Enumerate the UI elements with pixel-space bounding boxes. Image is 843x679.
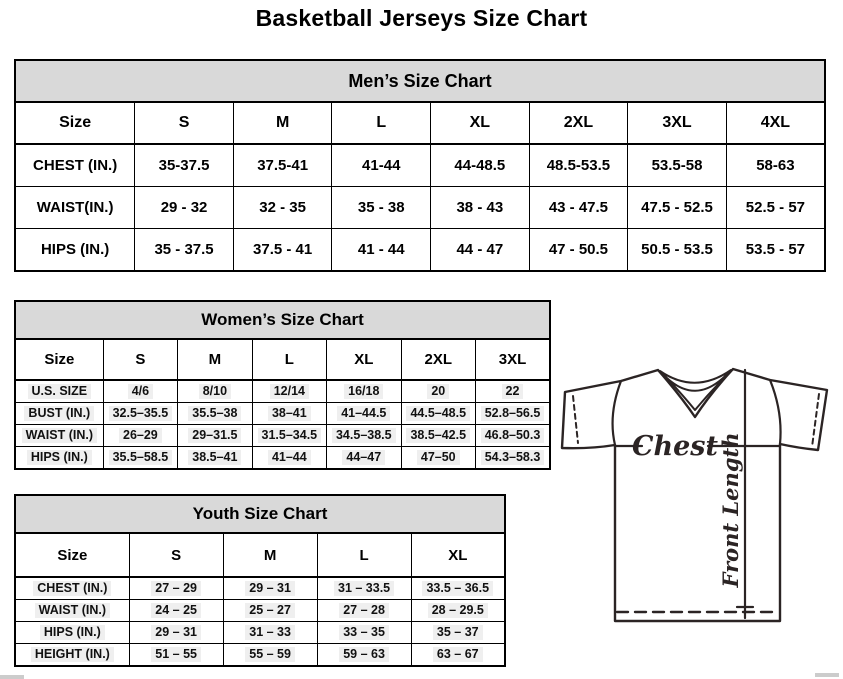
cell-text: BUST (IN.)	[24, 406, 94, 421]
womens-table-grid	[14, 338, 551, 470]
value-cell	[178, 403, 252, 425]
cell-text: 32.5–35.5	[109, 406, 173, 421]
cell-text: 38.5–41	[188, 450, 241, 465]
jersey-collar	[660, 370, 731, 410]
cell-text: 41-44	[362, 157, 401, 174]
table-row	[15, 425, 550, 447]
header-row	[15, 339, 550, 380]
cell-text: 44 - 47	[456, 241, 504, 258]
cell-text: 47 - 50.5	[548, 241, 609, 258]
cell-text: HIPS (IN.)	[40, 241, 110, 258]
youth-table-grid	[14, 532, 506, 667]
column-header-cell: L	[317, 533, 411, 577]
value-cell	[317, 577, 411, 600]
row-label-cell	[15, 622, 129, 644]
value-cell	[223, 622, 317, 644]
cell-text: 35.5–58.5	[109, 450, 173, 465]
value-cell	[129, 644, 223, 667]
header-row	[15, 533, 505, 577]
cell-text: 37.5-41	[257, 157, 309, 174]
value-cell	[332, 144, 431, 187]
mens-table-grid	[14, 101, 826, 272]
cell-text: 44-48.5	[454, 157, 506, 174]
value-cell	[431, 144, 530, 187]
table-row	[15, 447, 550, 470]
value-cell	[327, 380, 401, 403]
cell-text: 44–47	[342, 450, 385, 465]
cell-text: 43 - 47.5	[548, 199, 609, 216]
value-cell	[431, 187, 530, 229]
cell-text: 24 – 25	[151, 603, 201, 618]
cell-text: 41–44	[268, 450, 311, 465]
cell-text: 29 – 31	[245, 581, 295, 596]
cell-text: 26–29	[119, 428, 162, 443]
value-cell	[332, 229, 431, 272]
column-header-cell: M	[233, 102, 332, 144]
value-cell	[129, 622, 223, 644]
value-cell	[411, 577, 505, 600]
table-row	[15, 144, 825, 187]
size-header-cell: Size	[15, 102, 135, 144]
cell-text: 31.5–34.5	[258, 428, 322, 443]
column-header-cell: 2XL	[529, 102, 628, 144]
column-header-cell: 2XL	[401, 339, 475, 380]
cell-text: 41 - 44	[357, 241, 405, 258]
value-cell	[233, 144, 332, 187]
value-cell	[317, 644, 411, 667]
value-cell	[401, 425, 475, 447]
cell-text: 33 – 35	[339, 625, 389, 640]
column-header-cell: M	[178, 339, 252, 380]
cell-text: CHEST (IN.)	[33, 581, 111, 596]
mens-table-title: Men’s Size Chart	[14, 59, 826, 101]
row-label-cell	[15, 187, 135, 229]
cell-text: HEIGHT (IN.)	[31, 647, 114, 662]
value-cell	[103, 403, 177, 425]
cell-text: 52.8–56.5	[481, 406, 545, 421]
cell-text: WAIST(IN.)	[36, 199, 114, 216]
cell-text: 35 – 37	[433, 625, 483, 640]
value-cell	[233, 229, 332, 272]
table-row	[15, 187, 825, 229]
column-header-cell: 3XL	[628, 102, 727, 144]
value-cell	[726, 187, 825, 229]
cell-text: 50.5 - 53.5	[641, 241, 713, 258]
value-cell	[327, 425, 401, 447]
column-header-cell: 4XL	[726, 102, 825, 144]
cell-text: 59 – 63	[339, 647, 389, 662]
column-header-cell: 3XL	[476, 339, 551, 380]
value-cell	[327, 403, 401, 425]
table-row	[15, 403, 550, 425]
value-cell	[476, 380, 551, 403]
cell-text: 29 - 32	[160, 199, 208, 216]
chest-label: Chest	[632, 431, 718, 462]
cell-text: 8/10	[199, 384, 231, 399]
value-cell	[476, 447, 551, 470]
value-cell	[476, 403, 551, 425]
value-cell	[178, 425, 252, 447]
value-cell	[332, 187, 431, 229]
cell-text: 53.5-58	[651, 157, 703, 174]
value-cell	[726, 229, 825, 272]
column-header-cell: XL	[411, 533, 505, 577]
cell-text: 58-63	[756, 157, 795, 174]
cropped-edge-artifact	[815, 673, 839, 677]
column-header-cell: S	[103, 339, 177, 380]
cell-text: 20	[427, 384, 449, 399]
value-cell	[252, 380, 326, 403]
cell-text: 22	[502, 384, 524, 399]
cuff-stitch-left-icon	[573, 396, 578, 443]
value-cell	[411, 622, 505, 644]
mens-size-table	[14, 59, 826, 272]
cell-text: 38 - 43	[456, 199, 504, 216]
front-length-label: Front Length	[718, 432, 743, 588]
cell-text: 35 - 38	[357, 199, 405, 216]
cell-text: 41–44.5	[337, 406, 390, 421]
value-cell	[529, 229, 628, 272]
cell-text: 38.5–42.5	[406, 428, 470, 443]
column-header-cell: L	[252, 339, 326, 380]
youth-table-title: Youth Size Chart	[14, 494, 506, 532]
value-cell	[178, 380, 252, 403]
cell-text: WAIST (IN.)	[35, 603, 110, 618]
table-row	[15, 644, 505, 667]
womens-size-table	[14, 300, 551, 470]
cell-text: 35 - 37.5	[154, 241, 214, 258]
column-header-cell: S	[135, 102, 234, 144]
cropped-edge-artifact	[0, 675, 24, 679]
value-cell	[628, 187, 727, 229]
table-row	[15, 380, 550, 403]
value-cell	[628, 144, 727, 187]
value-cell	[476, 425, 551, 447]
cell-text: HIPS (IN.)	[27, 450, 92, 465]
cell-text: CHEST (IN.)	[33, 157, 118, 174]
value-cell	[252, 425, 326, 447]
value-cell	[628, 229, 727, 272]
page-title: Basketball Jerseys Size Chart	[255, 5, 588, 31]
value-cell	[411, 600, 505, 622]
jersey-diagram	[560, 360, 840, 626]
value-cell	[529, 187, 628, 229]
cell-text: HIPS (IN.)	[40, 625, 105, 640]
cell-text: 38–41	[268, 406, 311, 421]
value-cell	[178, 447, 252, 470]
cell-text: 47.5 - 52.5	[641, 199, 713, 216]
header-row	[15, 102, 825, 144]
table-row	[15, 229, 825, 272]
table-row	[15, 622, 505, 644]
row-label-cell	[15, 380, 103, 403]
column-header-cell: S	[129, 533, 223, 577]
cell-text: 46.8–50.3	[481, 428, 545, 443]
value-cell	[135, 144, 234, 187]
table-row	[15, 600, 505, 622]
jersey-outline	[562, 369, 827, 621]
value-cell	[233, 187, 332, 229]
cell-text: 31 – 33	[245, 625, 295, 640]
cell-text: U.S. SIZE	[28, 384, 92, 399]
value-cell	[529, 144, 628, 187]
value-cell	[135, 187, 234, 229]
column-header-cell: M	[223, 533, 317, 577]
cell-text: 63 – 67	[433, 647, 483, 662]
cell-text: 34.5–38.5	[332, 428, 396, 443]
value-cell	[411, 644, 505, 667]
row-label-cell	[15, 403, 103, 425]
cell-text: 33.5 – 36.5	[422, 581, 493, 596]
cell-text: 51 – 55	[151, 647, 201, 662]
cell-text: 32 - 35	[259, 199, 306, 216]
value-cell	[401, 447, 475, 470]
cell-text: 12/14	[270, 384, 309, 399]
value-cell	[129, 600, 223, 622]
cell-text: 31 – 33.5	[334, 581, 394, 596]
cell-text: 37.5 - 41	[253, 241, 313, 258]
cell-text: 4/6	[128, 384, 153, 399]
value-cell	[223, 577, 317, 600]
cell-text: 25 – 27	[245, 603, 295, 618]
value-cell	[252, 447, 326, 470]
column-header-cell: XL	[431, 102, 530, 144]
value-cell	[317, 600, 411, 622]
size-header-cell: Size	[15, 339, 103, 380]
row-label-cell	[15, 577, 129, 600]
cell-text: 29–31.5	[188, 428, 241, 443]
cell-text: 35-37.5	[158, 157, 210, 174]
cell-text: 55 – 59	[245, 647, 295, 662]
cuff-stitch-right-icon	[812, 394, 819, 447]
value-cell	[327, 447, 401, 470]
value-cell	[401, 403, 475, 425]
value-cell	[317, 622, 411, 644]
cell-text: 52.5 - 57	[745, 199, 806, 216]
youth-size-table	[14, 494, 506, 667]
cell-text: 44.5–48.5	[406, 406, 470, 421]
womens-table-title: Women’s Size Chart	[14, 300, 551, 338]
row-label-cell	[15, 644, 129, 667]
cell-text: 16/18	[344, 384, 383, 399]
row-label-cell	[15, 229, 135, 272]
row-label-cell	[15, 447, 103, 470]
value-cell	[135, 229, 234, 272]
value-cell	[103, 447, 177, 470]
value-cell	[431, 229, 530, 272]
row-label-cell	[15, 144, 135, 187]
column-header-cell: L	[332, 102, 431, 144]
cell-text: 48.5-53.5	[546, 157, 611, 174]
value-cell	[252, 403, 326, 425]
cell-text: WAIST (IN.)	[22, 428, 97, 443]
column-header-cell: XL	[327, 339, 401, 380]
value-cell	[401, 380, 475, 403]
value-cell	[223, 644, 317, 667]
value-cell	[103, 425, 177, 447]
cell-text: 53.5 - 57	[745, 241, 806, 258]
cell-text: 47–50	[417, 450, 460, 465]
value-cell	[223, 600, 317, 622]
cell-text: 54.3–58.3	[481, 450, 545, 465]
cell-text: 35.5–38	[188, 406, 241, 421]
cell-text: 29 – 31	[151, 625, 201, 640]
cell-text: 27 – 28	[339, 603, 389, 618]
row-label-cell	[15, 425, 103, 447]
cell-text: 28 – 29.5	[428, 603, 488, 618]
size-header-cell: Size	[15, 533, 129, 577]
value-cell	[103, 380, 177, 403]
table-row	[15, 577, 505, 600]
row-label-cell	[15, 600, 129, 622]
value-cell	[129, 577, 223, 600]
value-cell	[726, 144, 825, 187]
cell-text: 27 – 29	[151, 581, 201, 596]
